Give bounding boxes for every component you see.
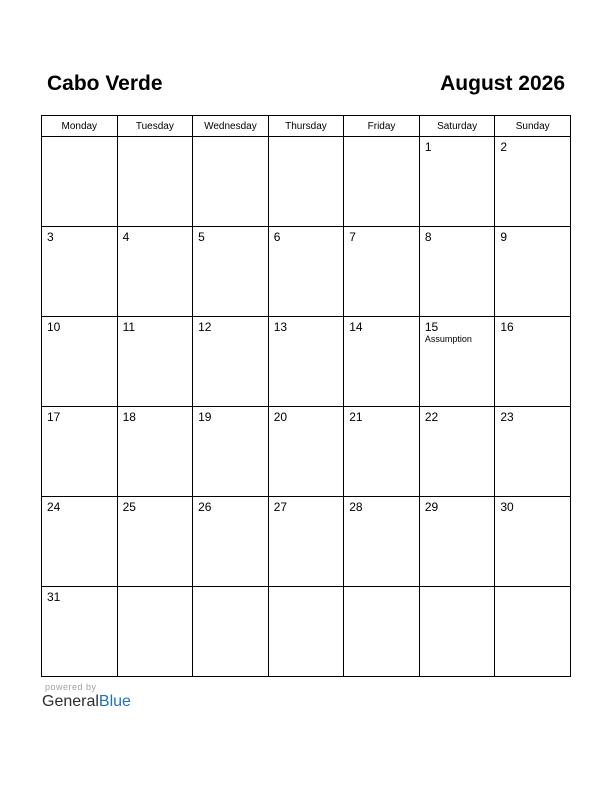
week-row xyxy=(42,587,571,677)
day-number: 30 xyxy=(500,500,514,514)
day-number: 3 xyxy=(47,230,54,244)
day-cell xyxy=(419,317,495,407)
day-cell xyxy=(268,407,344,497)
weekday-header-row xyxy=(42,116,571,137)
day-number: 22 xyxy=(424,410,439,424)
day-cell xyxy=(344,587,420,677)
day-cell xyxy=(268,587,344,677)
day-number: 31 xyxy=(47,590,61,604)
day-number: 16 xyxy=(500,320,514,334)
day-number: 7 xyxy=(349,230,356,244)
day-number: 4 xyxy=(122,230,130,244)
day-cell xyxy=(419,227,495,317)
calendar-body xyxy=(42,137,571,677)
day-number: 10 xyxy=(47,320,61,334)
day-cell xyxy=(42,587,118,677)
day-cell xyxy=(117,227,193,317)
day-number: 9 xyxy=(500,230,508,244)
day-cell xyxy=(193,407,269,497)
day-number: 15 xyxy=(424,320,439,334)
day-cell xyxy=(419,407,495,497)
day-number: 12 xyxy=(198,320,212,334)
day-number: 8 xyxy=(424,230,432,244)
calendar-grid xyxy=(41,115,571,677)
day-number: 5 xyxy=(198,230,205,244)
day-number: 14 xyxy=(349,320,363,334)
day-cell xyxy=(344,317,420,407)
week-row xyxy=(42,227,571,317)
day-cell xyxy=(344,137,420,227)
day-cell xyxy=(419,137,495,227)
day-cell xyxy=(268,317,344,407)
day-cell xyxy=(193,497,269,587)
day-number: 20 xyxy=(273,410,288,424)
day-cell xyxy=(268,137,344,227)
week-row xyxy=(42,497,571,587)
day-cell xyxy=(495,587,571,677)
day-cell xyxy=(42,227,118,317)
day-cell xyxy=(344,407,420,497)
day-cell xyxy=(117,137,193,227)
day-number: 1 xyxy=(424,140,432,154)
brand-logo[interactable] xyxy=(42,693,131,711)
day-cell xyxy=(42,497,118,587)
day-cell xyxy=(419,497,495,587)
weekday-thursday: Thursday xyxy=(268,116,344,137)
day-cell xyxy=(344,227,420,317)
weekday-friday: Friday xyxy=(344,116,420,137)
day-cell xyxy=(419,587,495,677)
day-number: 29 xyxy=(424,500,439,514)
day-number: 18 xyxy=(122,410,136,424)
day-cell xyxy=(117,407,193,497)
week-row xyxy=(42,137,571,227)
holiday-label: Assumption xyxy=(424,334,472,344)
day-cell xyxy=(42,317,118,407)
day-number: 6 xyxy=(273,230,281,244)
weekday-monday: Monday xyxy=(42,116,118,137)
day-cell xyxy=(117,497,193,587)
country-title: Cabo Verde xyxy=(47,72,163,95)
day-cell xyxy=(344,497,420,587)
day-number: 11 xyxy=(122,320,136,334)
week-row xyxy=(42,407,571,497)
weekday-tuesday: Tuesday xyxy=(117,116,193,137)
day-cell xyxy=(193,317,269,407)
day-cell xyxy=(268,227,344,317)
brand-general: General xyxy=(42,693,99,710)
day-number: 21 xyxy=(349,410,363,424)
day-cell xyxy=(117,587,193,677)
day-number: 28 xyxy=(349,500,363,514)
weekday-wednesday: Wednesday xyxy=(193,116,269,137)
weekday-sunday: Sunday xyxy=(495,116,571,137)
week-row xyxy=(42,317,571,407)
day-cell xyxy=(193,587,269,677)
day-number: 13 xyxy=(273,320,288,334)
brand-blue: Blue xyxy=(98,693,131,710)
day-cell xyxy=(495,137,571,227)
day-number: 17 xyxy=(47,410,61,424)
day-number: 24 xyxy=(47,500,61,514)
day-cell xyxy=(268,497,344,587)
powered-by-text: powered by xyxy=(45,682,97,692)
day-number: 23 xyxy=(500,410,514,424)
day-cell xyxy=(193,137,269,227)
day-cell xyxy=(495,407,571,497)
weekday-saturday: Saturday xyxy=(419,116,495,137)
day-cell xyxy=(42,407,118,497)
month-year-title: August 2026 xyxy=(440,72,565,95)
day-cell xyxy=(495,497,571,587)
day-number: 2 xyxy=(500,140,508,154)
day-number: 27 xyxy=(273,500,288,514)
day-number: 19 xyxy=(198,410,212,424)
day-cell xyxy=(117,317,193,407)
day-cell xyxy=(495,317,571,407)
day-number: 26 xyxy=(198,500,212,514)
day-cell xyxy=(193,227,269,317)
day-cell xyxy=(42,137,118,227)
day-number: 25 xyxy=(122,500,136,514)
day-cell xyxy=(495,227,571,317)
